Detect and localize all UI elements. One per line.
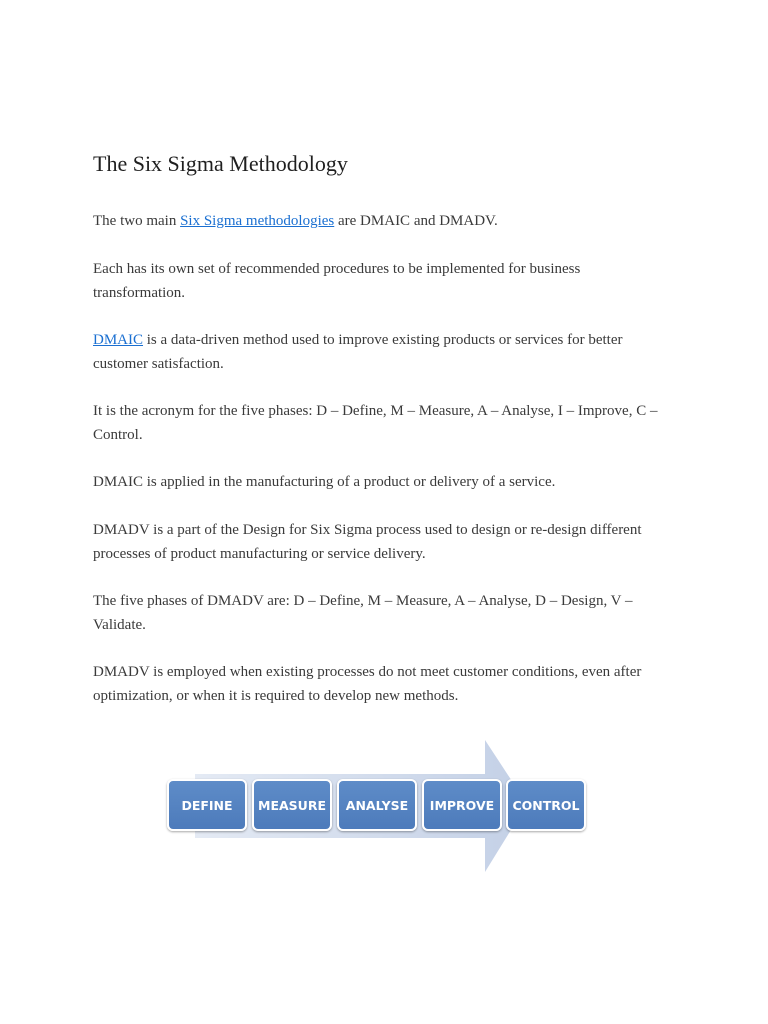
phase-box-analyse: ANALYSE xyxy=(337,779,417,831)
paragraph-dmadv: DMADV is a part of the Design for Six Sigma process used to design or re-design different processes of product manufacturing or service delivery. xyxy=(93,522,642,562)
phase-box-control: CONTROL xyxy=(506,779,586,831)
paragraph-methodologies xyxy=(93,210,498,234)
paragraph-dmaic xyxy=(93,329,673,376)
paragraph-dmaic-phases: It is the acronym for the five phases: D – Define, M – Measure, A – Analyse, I – Improve, C – Control. xyxy=(93,403,658,443)
dmaic-link[interactable]: DMAIC xyxy=(93,332,144,348)
phase-box-measure: MEASURE xyxy=(252,779,332,831)
dmaic-process-diagram xyxy=(165,738,590,874)
phase-box-improve: IMPROVE xyxy=(422,779,502,831)
p1-text-after: are DMAIC and DMADV. xyxy=(334,213,498,229)
paragraph-procedures: Each has its own set of recommended procedures to be implemented for business transformation. xyxy=(93,261,581,301)
paragraph-dmadv-usage: DMADV is employed when existing processes do not meet customer conditions, even after optimization, or when it is required to develop new methods. xyxy=(93,664,642,704)
six-sigma-methodologies-link[interactable]: Six Sigma methodologies xyxy=(180,213,335,229)
article xyxy=(93,150,673,704)
paragraph-dmadv-phases: The five phases of DMADV are: D – Define, M – Measure, A – Analyse, D – Design, V – Validate. xyxy=(93,593,633,633)
page-title: The Six Sigma Methodology xyxy=(93,151,348,176)
p3-text-after: is a data-driven method used to improve existing products or services for better customer satisfaction. xyxy=(93,332,623,372)
paragraph-dmaic-application: DMAIC is applied in the manufacturing of a product or delivery of a service. xyxy=(93,474,556,490)
p1-text-before: The two main xyxy=(93,213,181,229)
phase-box-define: DEFINE xyxy=(167,779,247,831)
